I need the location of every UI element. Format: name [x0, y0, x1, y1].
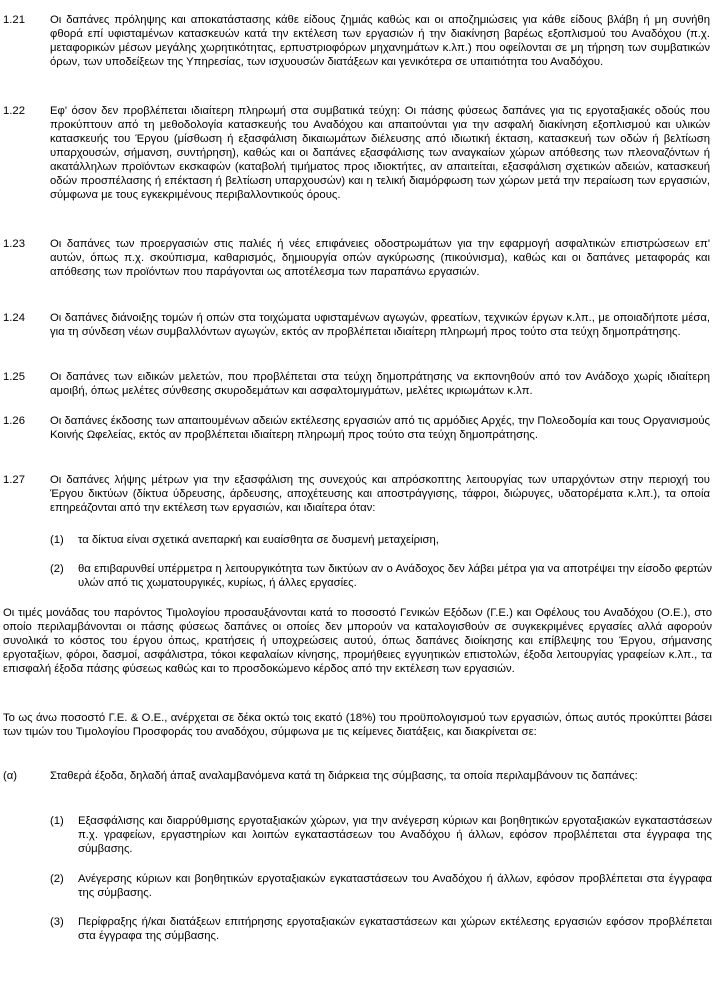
- sub-number: (2): [50, 563, 64, 575]
- clause-text: Οι δαπάνες πρόληψης και αποκατάστασης κάθε είδους ζημιάς καθώς και οι αποζημιώσεις για κάθε είδους βλάβη ή μη συνήθη φθορά επί υφισταμένων κατασκευών κατά την εκτέλεση των εργασιών ή την διακίνηση βαρέως εξοπλισμού του Αναδόχου (π.χ. μεταφορικών μέσων μεγάλης χωρητικότητας, ερπυστριοφόρων μηχανημάτων κ.λπ.) που οφείλονται σε μη τήρηση των συμβατικών όρων, των υποδείξεων της Υπηρεσίας, των ισχυουσών διατάξεων και γενικότερα σε υπαιτιότητα του Αναδόχου.: [50, 14, 710, 68]
- clause-number: 1.25: [3, 371, 25, 383]
- clause-number: 1.24: [3, 312, 25, 324]
- sub-number: (1): [50, 815, 64, 827]
- clause-text: Οι δαπάνες διάνοιξης τομών ή οπών στα τοιχώματα υφισταμένων αγωγών, φρεατίων, τεχνικών έργων κ.λπ., με οποιαδήποτε μέσα, για τη σύνδεση νέων συμβαλλόντων αγωγών, εκτός αν προβλέπεται ιδιαίτερη πληρωμή προς τούτο στα τεύχη δημοπράτησης.: [50, 312, 710, 338]
- clause-text: Οι δαπάνες λήψης μέτρων για την εξασφάλιση της συνεχούς και απρόσκοπτης λειτουργίας των υπαρχόντων στην περιοχή του Έργου δικτύων (δίκτυα ύδρευσης, άρδευσης, αποχέτευσης και αποστράγγισης, τάφροι, διώρυγες, υδατορέματα κ.λπ.), τα οποία επηρεάζονται από την εκτέλεση των εργασιών, και ιδιαίτερα όταν:: [50, 474, 710, 514]
- sub-number: (1): [50, 534, 64, 546]
- section-text: Σταθερά έξοδα, δηλαδή άπαξ αναλαμβανόμενα κατά τη διάρκεια της σύμβασης, τα οποία περιλαμβάνουν τις δαπάνες:: [50, 770, 638, 782]
- clause-number: 1.22: [3, 105, 25, 117]
- section-number: (α): [3, 770, 18, 782]
- sub-text: Εξασφάλισης και διαρρύθμισης εργοταξιακών χώρων, για την ανέγερση κύριων και βοηθητικών εργοταξιακών εγκαταστάσεων π.χ. γραφείων, εργαστηρίων και λοιπών εγκαταστάσεων του Αναδόχου ή άλλων, εφόσον προβλέπεται στα έγγραφα της σύμβασης.: [78, 815, 712, 855]
- clause-text: Οι δαπάνες των ειδικών μελετών, που προβλέπεται στα τεύχη δημοπράτησης να εκπονηθούν από τον Ανάδοχο χωρίς ιδιαίτερη αμοιβή, όπως μελέτες σύνθεσης σκυροδεμάτων και ασφαλτομιγμάτων, μελέτες ικριωμάτων κ.λπ.: [50, 371, 710, 397]
- clause-number: 1.26: [3, 415, 25, 427]
- clause-number: 1.21: [3, 14, 25, 26]
- sub-text: θα επιβαρυνθεί υπέρμετρα η λειτουργικότητα των δικτύων αν ο Ανάδοχος δεν λάβει μέτρα για να αποτρέψει την είσοδο φερτών υλών από τις χωματουργικές, κυρίως, ή άλλες εργασίες.: [78, 563, 712, 589]
- clause-number: 1.27: [3, 474, 25, 486]
- clause-number: 1.23: [3, 238, 25, 250]
- sub-text: Περίφραξης ή/και διατάξεων επιτήρησης εργοταξιακών εγκαταστάσεων και χώρων εκτέλεσης εργασιών εφόσον προβλέπεται στα έγγραφα της σύμβασης.: [78, 916, 712, 942]
- sub-text: Ανέγερσης κύριων και βοηθητικών εργοταξιακών εγκαταστάσεων του Αναδόχου ή άλλων, εφόσον προβλέπεται στα έγγραφα της σύμβασης.: [78, 873, 712, 899]
- sub-number: (2): [50, 873, 64, 885]
- clause-text: Οι δαπάνες έκδοσης των απαιτουμένων αδειών εκτέλεσης εργασιών από τις αρμόδιες Αρχές, την Πολεοδομία και τους Οργανισμούς Κοινής Ωφελείας, εκτός αν προβλέπεται ιδιαίτερη πληρωμή προς τούτο στα τεύχη δημοπράτησης.: [50, 415, 710, 441]
- clause-text: Εφ' όσον δεν προβλέπεται ιδιαίτερη πληρωμή στα συμβατικά τεύχη: Οι πάσης φύσεως δαπάνες για τις εργοταξιακές οδούς που προκύπτουν από τη μεθοδολογία κατασκευής του Αναδόχου και απαιτούνται για την ασφαλή διακίνηση εξοπλισμού και υλικών κατασκευής του Έργου (μίσθωση ή εξασφάλιση δικαιωμάτων διέλευσης από ιδιωτική έκταση, κατασκευή των οδών ή βελτίωση υπαρχουσών, σήμανση, συντήρηση), καθώς και οι δαπάνες εξασφάλισης των αναγκαίων χώρων απόθεσης των πλεοναζόντων ή ακατάλληλων προϊόντων εκσκαφών (καταβολή τιμήματος προς ιδιοκτήτες, αν απαιτείται, εξασφάλιση σχετικών αδειών, κατασκευή οδών προσπέλασης ή επέκταση ή βελτίωση υπαρχουσών) και η τελική διαμόρφωση των χώρων μετά την περαίωση των εργασιών, σύμφωνα με τους εγκεκριμένους περιβαλλοντικούς όρους.: [50, 105, 710, 201]
- paragraph-overheads: Οι τιμές μονάδας του παρόντος Τιμολογίου προσαυξάνονται κατά το ποσοστό Γενικών Εξόδων (Γ.Ε.) και Οφέλους του Αναδόχου (Ο.Ε.), στο οποίο περιλαμβάνονται οι πάσης φύσεως δαπάνες οι οποίες δεν μπορούν να καταλογισθούν σε συγκεκριμένες εργασίες αλλά αφορούν συνολικά το κόστος του έργου όπως, κρατήσεις ή υποχρεώσεις αυτού, όπως δαπάνες διοίκησης και επίβλεψης του Έργου, σήμανσης εργοταξίων, φόροι, δασμοί, ασφάλιστρα, τόκοι κεφαλαίων κίνησης, προμήθειες εγγυητικών επιστολών, έξοδα λειτουργίας γραφείων κ.λπ., τα επισφαλή έξοδα πάσης φύσεως καθώς και το προσδοκώμενο κέρδος από την εκτέλεση των εργασιών.: [3, 607, 712, 675]
- clause-text: Οι δαπάνες των προεργασιών στις παλιές ή νέες επιφάνειες οδοστρωμάτων για την εφαρμογή ασφαλτικών επιστρώσεων επ' αυτών, όπως π.χ. σκούπισμα, καθαρισμός, δημιουργία οπών αγκύρωσης (πικούνισμα), καθώς και οι δαπάνες μεταφοράς και απόθεσης των προϊόντων που παράγονται ως αποτέλεσμα των παραπάνω εργασιών.: [50, 238, 710, 278]
- sub-text: τα δίκτυα είναι σχετικά ανεπαρκή και ευαίσθητα σε δυσμενή μεταχείριση,: [78, 534, 439, 546]
- paragraph-percentage: Το ως άνω ποσοστό Γ.Ε. & Ο.Ε., ανέρχεται σε δέκα οκτώ τοις εκατό (18%) του προϋπολογισμού των εργασιών, όπως αυτός προκύπτει βάσει των τιμών του Τιμολογίου Προσφοράς του αναδόχου, σύμφωνα με τις κείμενες διατάξεις, και διακρίνεται σε:: [3, 712, 712, 738]
- sub-number: (3): [50, 916, 64, 928]
